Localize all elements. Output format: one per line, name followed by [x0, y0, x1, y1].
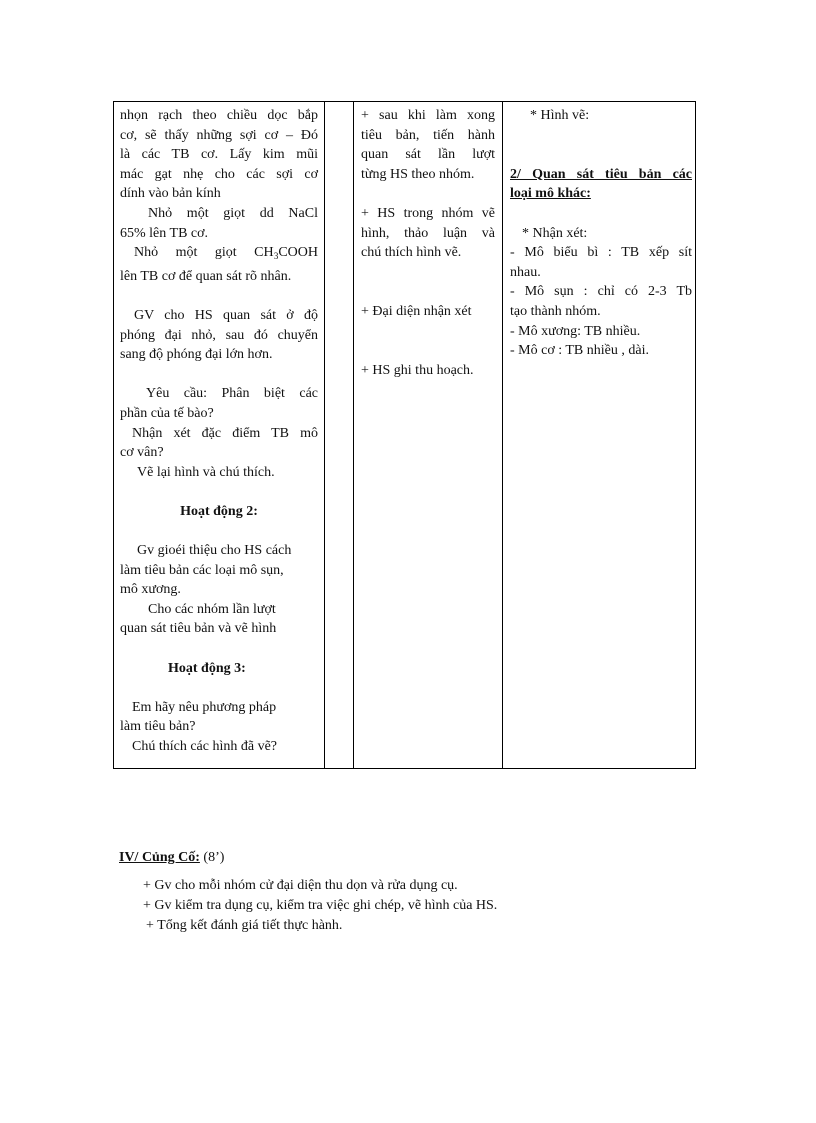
text-line: sang độ phóng đại lớn hơn. [120, 347, 273, 363]
text-line: + Đại diện nhận xét [361, 303, 472, 319]
text-line-part: Nhỏ một giọt CH [134, 245, 274, 261]
subscript: 3 [273, 251, 279, 262]
text-line: - Mô biểu bì : TB xếp sít [510, 245, 692, 261]
section-title: IV/ Củng Cố: [119, 850, 200, 865]
text-line: Yêu cầu: Phân biệt các [146, 386, 318, 402]
text-line: Gv gioéi thiệu cho HS cách [137, 543, 292, 559]
text-line: từng HS theo nhóm. [361, 166, 475, 182]
text-line: GV cho HS quan sát ở độ [134, 307, 318, 323]
section-title-line [119, 848, 619, 868]
text-line: Em hãy nêu phương pháp [132, 699, 277, 715]
section-heading: loại mô khác: [510, 186, 591, 202]
text-line: làm tiêu bản các loại mô sụn, [120, 562, 284, 578]
list-item: + Gv kiểm tra dụng cụ, kiểm tra việc ghi chép, vẽ hình của HS. [143, 898, 498, 913]
chemical-formula [274, 243, 318, 267]
text-line: hình, thảo luận và [361, 225, 495, 241]
text-line: phần của tế bào? [120, 405, 214, 421]
text-line: tạo thành nhóm. [510, 303, 601, 319]
text-line: chú thích hình vẽ. [361, 245, 462, 261]
text-line-part: COOH [278, 245, 318, 261]
text-line: cơ vân? [120, 445, 164, 461]
text-line: - Mô cơ : TB nhiều , dài. [510, 343, 649, 359]
text-line: nhọn rạch theo chiều dọc bắp [120, 108, 318, 123]
text-line: Cho các nhóm lần lượt [148, 601, 276, 617]
text-line: mác gạt nhẹ cho các sợi cơ [120, 166, 318, 182]
text-line: - Mô xương: TB nhiều. [510, 323, 641, 339]
text-line: + HS trong nhóm vẽ [361, 205, 495, 221]
student-activity-column [361, 106, 495, 380]
text-line: dính vào bản kính [120, 186, 221, 202]
consolidation-section [119, 848, 619, 936]
text-line: mô xương. [120, 582, 181, 598]
text-line: làm tiêu bản? [120, 719, 196, 735]
text-line: phóng đại nhỏ, sau đó chuyển [120, 327, 318, 343]
text-line: cơ, sẽ thấy những sợi cơ – Đó [120, 127, 318, 143]
text-line: nhau. [510, 264, 541, 280]
list-item: + Gv cho mỗi nhóm cử đại diện thu dọn và rửa dụng cụ. [143, 878, 458, 893]
text-line: + HS ghi thu hoạch. [361, 362, 474, 378]
text-line: Nhỏ một giọt dd NaCl [148, 205, 318, 221]
text-line: quan sát tiêu bản và vẽ hình [120, 621, 277, 637]
text-line: quan sát lần lượt [361, 147, 495, 163]
lesson-table [113, 101, 696, 769]
text-line: - Mô sụn : chỉ có 2-3 Tb [510, 284, 692, 300]
section-heading: 2/ Quan sát tiêu bản các [510, 166, 692, 182]
column-divider [502, 102, 503, 768]
teacher-activity-column [120, 106, 318, 757]
text-line: + sau khi làm xong [361, 108, 495, 123]
text-line: Vẽ lại hình và chú thích. [137, 464, 275, 480]
text-line: lên TB cơ để quan sát rõ nhân. [120, 268, 292, 284]
content-column [510, 106, 692, 361]
duration: (8’) [203, 850, 225, 865]
text-line: Nhận xét đặc điểm TB mô [132, 425, 318, 441]
text-line: tiêu bản, tiến hành [361, 127, 495, 143]
text-line: là các TB cơ. Lấy kim mũi [120, 147, 318, 163]
section-heading: Hoạt động 2: [180, 503, 258, 519]
text-line: 65% lên TB cơ. [120, 225, 209, 241]
column-divider [353, 102, 354, 768]
column-divider [324, 102, 325, 768]
section-heading: Hoạt động 3: [168, 660, 246, 676]
list-item: + Tổng kết đánh giá tiết thực hành. [146, 918, 343, 933]
text-line: Chú thích các hình đã vẽ? [132, 739, 278, 754]
text-line [120, 243, 318, 267]
text-line: * Hình vẽ: [530, 108, 590, 123]
text-line: * Nhận xét: [522, 225, 588, 241]
